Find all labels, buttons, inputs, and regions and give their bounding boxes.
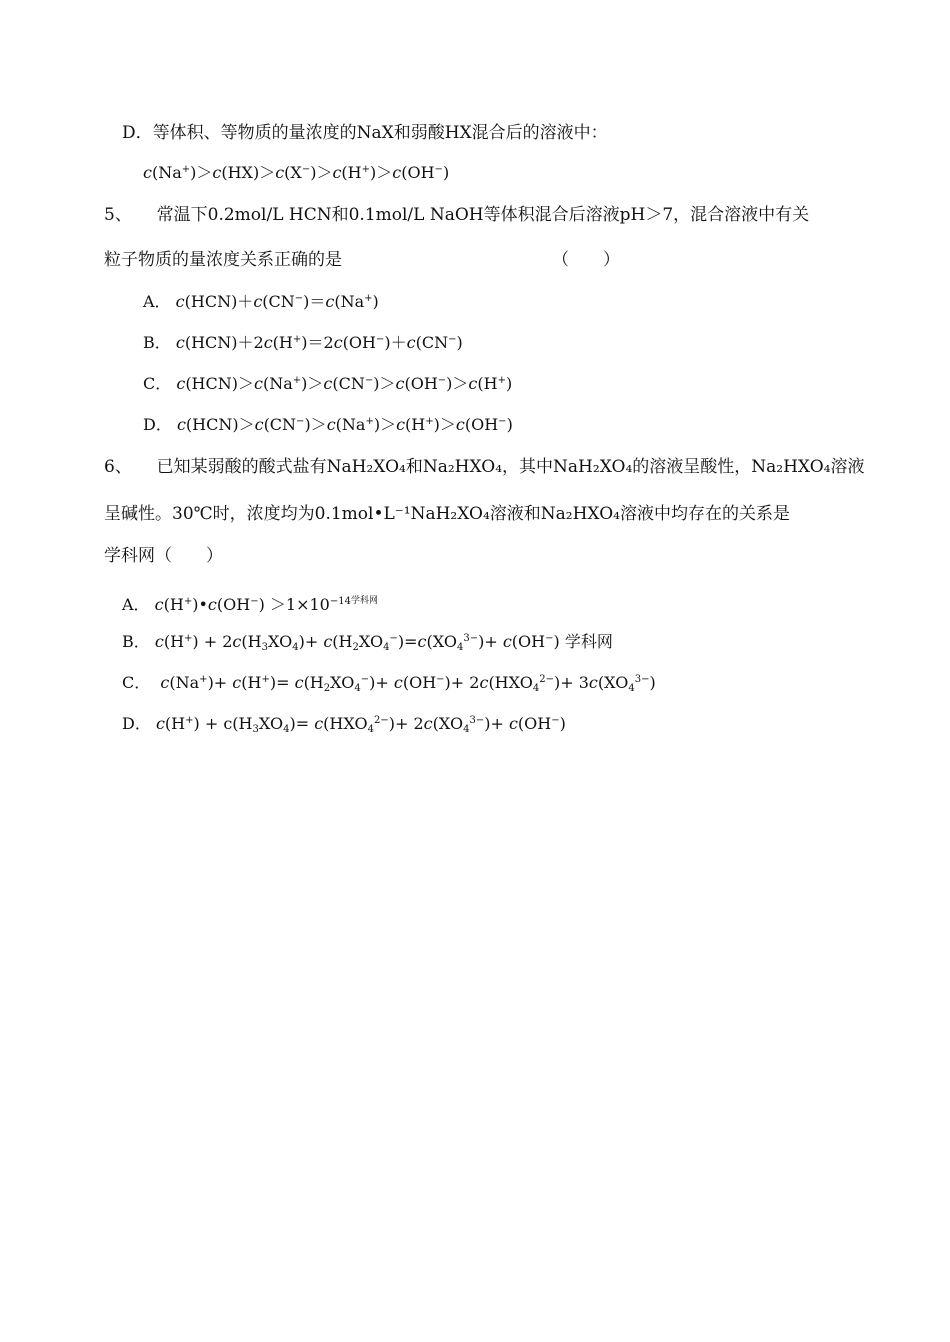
q6-option-b-label: B．	[122, 632, 150, 651]
q5-option-a: A． c(HCN)＋c(CN−)＝c(Na+)	[143, 292, 379, 311]
q6-option-a-label: A．	[122, 595, 150, 614]
q5-option-b: B． c(HCN)＋2c(H+)＝2c(OH−)＋c(CN−)	[143, 333, 463, 352]
q5-option-d-label: D．	[143, 415, 172, 434]
q6-stem-line2	[104, 503, 790, 525]
q4-option-d-relation: c(Na+)＞c(HX)＞c(X−)＞c(H+)＞c(OH−)	[143, 163, 450, 182]
q5-option-a-label: A．	[143, 292, 171, 311]
q6-stem-text-2: 呈碱性。30℃时，浓度均为0.1mol•L⁻¹NaH₂XO₄溶液和Na₂HXO₄溶液中均存在的关系是	[104, 504, 790, 524]
q6-option-c: C． $c(Na^+)+ c(H^+)= c(H_2XO_4^-)+ c(OH^-)+ 2c(HXO_4^{2-})+ 3c(XO_4^{3-})$	[122, 673, 656, 694]
q5-option-c-label: C．	[143, 374, 172, 393]
q5-option-c: C． c(HCN)＞c(Na+)＞c(CN−)＞c(OH−)＞c(H+)	[143, 374, 513, 393]
q6-option-d: D． $c(H^+) + c(H_3XO_4)= c(HXO_4^{2-})+ 2c(XO_4^{3-})+ c(OH^-)$	[122, 714, 566, 735]
q4-option-d	[122, 122, 608, 144]
q5-stem-text-1: 常温下0.2mol/L HCN和0.1mol/L NaOH等体积混合后溶液pH＞7，混合溶液中有关	[156, 205, 810, 225]
q6-option-a: A． c(H+)•c(OH−) $>1\times 10^{-14学科网}$	[122, 595, 378, 614]
q5-stem-line1	[104, 204, 809, 226]
q6-option-b-watermark: 学科网	[564, 632, 613, 651]
q5-option-b-label: B．	[143, 333, 171, 352]
q6-stem-line3	[104, 545, 223, 567]
q5-stem-line2	[104, 249, 342, 271]
q6-number: 6、	[104, 457, 132, 477]
q4-option-d-text: D．等体积、等物质的量浓度的NaX和弱酸HX混合后的溶液中：	[122, 123, 608, 143]
q5-option-d: D． c(HCN)＞c(CN−)＞c(Na+)＞c(H+)＞c(OH−)	[143, 415, 513, 434]
q5-stem-text-2: 粒子物质的量浓度关系正确的是	[104, 250, 342, 270]
q5-number: 5、	[104, 205, 132, 225]
q5-answer-blank: （ ）	[552, 250, 620, 270]
q6-option-d-label: D．	[122, 714, 151, 733]
q6-option-c-label: C．	[122, 673, 151, 692]
q6-stem-text-1: 已知某弱酸的酸式盐有NaH₂XO₄和Na₂HXO₄，其中NaH₂XO₄的溶液呈酸性，Na₂HXO₄溶液	[156, 457, 865, 477]
q6-stem-text-3: 学科网（ ）	[104, 546, 223, 566]
q6-option-b: B． $c(H^+) + 2c(H_3XO_4)+ c(H_2XO_4^-)=c(XO_4^{3-})+ c(OH^-)$ 学科网	[122, 632, 613, 653]
q6-option-a-watermark: 学科网	[350, 596, 378, 606]
q6-stem-line1	[104, 456, 864, 478]
